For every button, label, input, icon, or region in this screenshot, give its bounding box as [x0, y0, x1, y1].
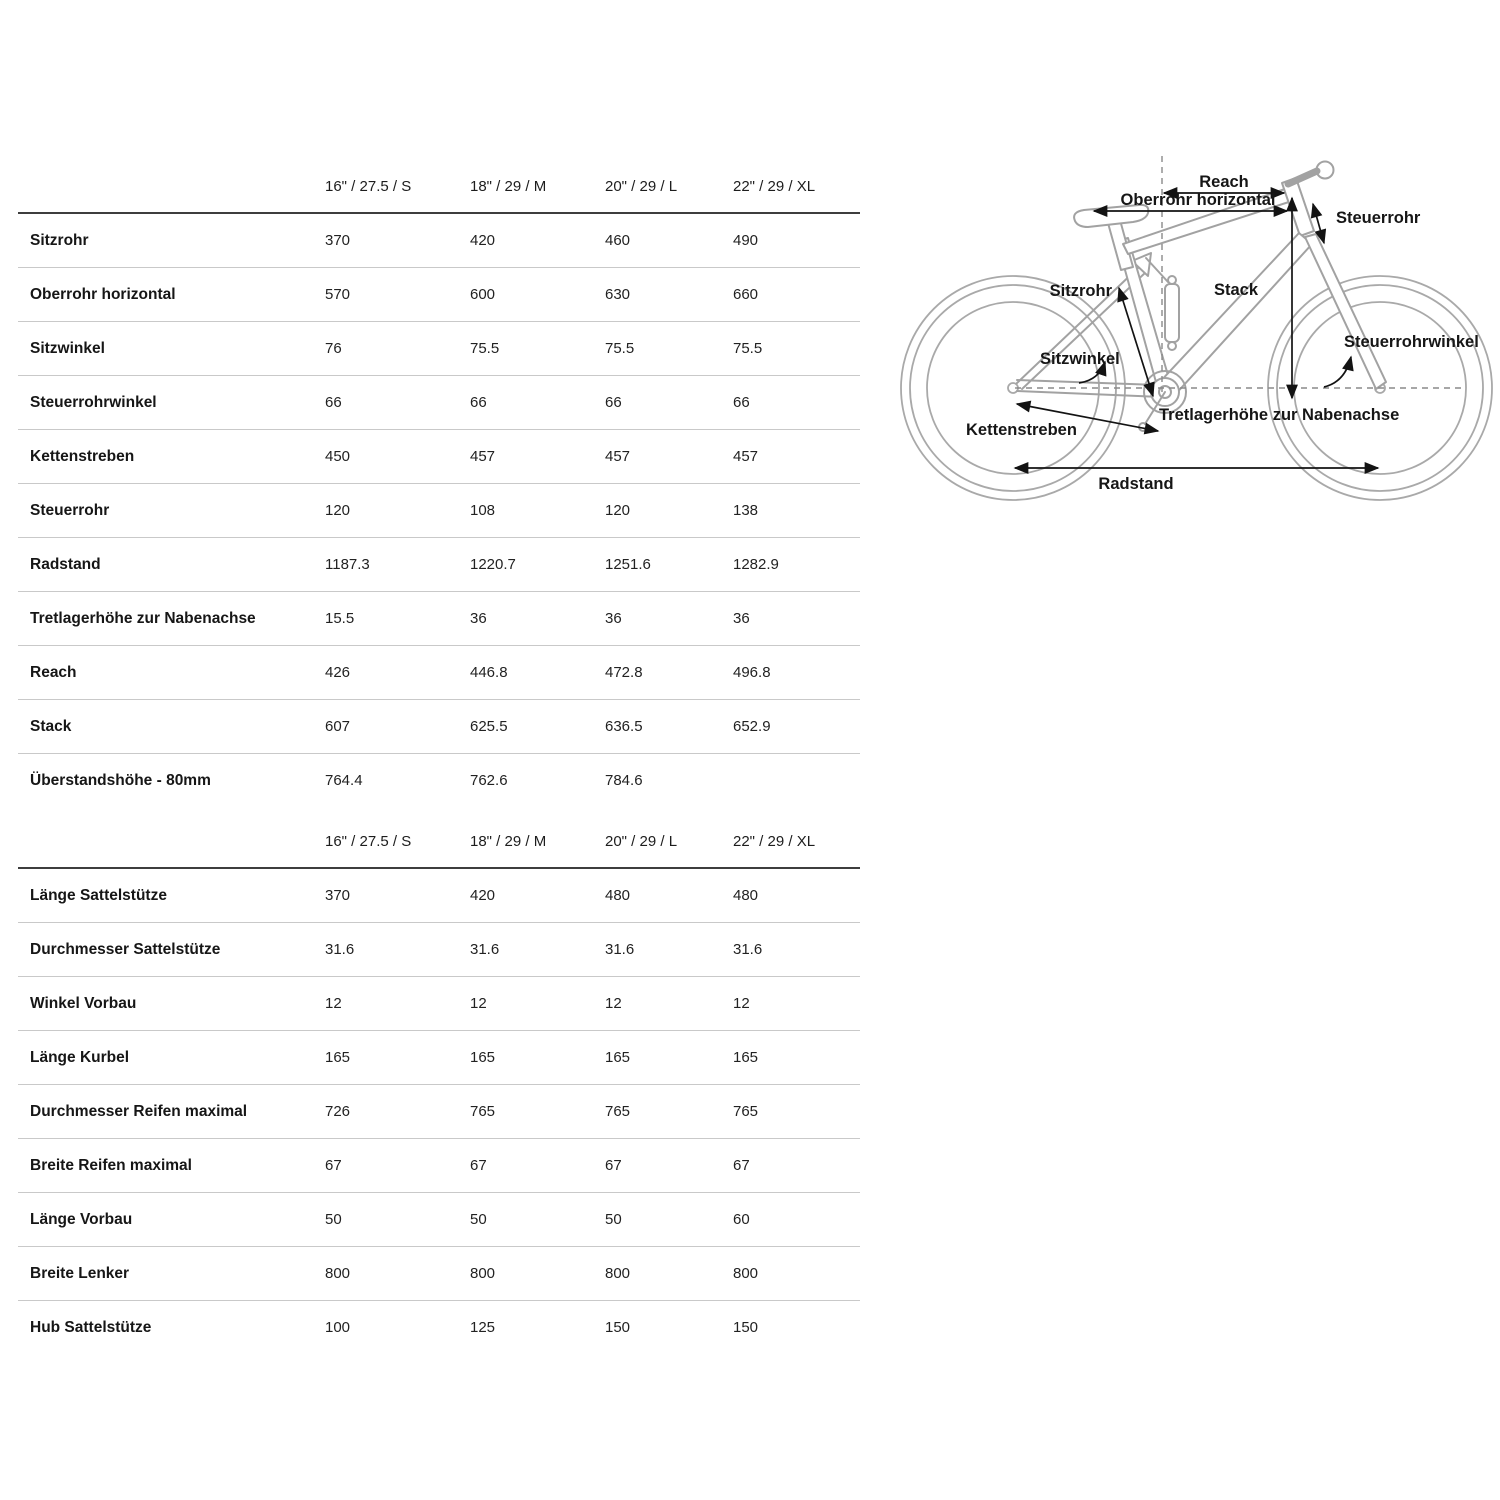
table-row [18, 977, 860, 1031]
table-row [18, 1085, 860, 1139]
tretlager-label: Tretlagerhöhe zur Nabenachse [1159, 406, 1400, 424]
value-cell: 50 [325, 1193, 470, 1247]
value-cell: 108 [470, 484, 605, 538]
size-column-header: 16" / 27.5 / S [325, 815, 470, 868]
row-label: Steuerrohr [18, 484, 325, 538]
value-cell: 1282.9 [733, 538, 860, 592]
table-row [18, 754, 860, 808]
value-cell: 31.6 [470, 923, 605, 977]
size-column-header: 22" / 29 / XL [733, 815, 860, 868]
header-row [18, 160, 860, 213]
value-cell: 625.5 [470, 700, 605, 754]
steuerrohrwinkel-arc [1324, 357, 1351, 387]
header-row [18, 815, 860, 868]
kettenstreben-label: Kettenstreben [966, 421, 1077, 439]
value-cell: 784.6 [605, 754, 733, 808]
value-cell: 67 [325, 1139, 470, 1193]
value-cell: 31.6 [325, 923, 470, 977]
row-label: Kettenstreben [18, 430, 325, 484]
value-cell: 1251.6 [605, 538, 733, 592]
value-cell: 15.5 [325, 592, 470, 646]
value-cell: 426 [325, 646, 470, 700]
value-cell: 764.4 [325, 754, 470, 808]
table-row [18, 268, 860, 322]
value-cell: 66 [470, 376, 605, 430]
value-cell: 36 [470, 592, 605, 646]
value-cell: 31.6 [605, 923, 733, 977]
row-label: Steuerrohrwinkel [18, 376, 325, 430]
value-cell: 75.5 [733, 322, 860, 376]
row-label: Länge Sattelstütze [30, 886, 167, 904]
value-cell: 420 [470, 887, 496, 904]
size-column-header: 18" / 29 / M [470, 160, 605, 213]
value-cell: 636.5 [605, 700, 733, 754]
value-cell: 480 [733, 887, 759, 904]
row-label: Sitzrohr [30, 231, 89, 249]
table-row [18, 1193, 860, 1247]
value-cell: 100 [325, 1301, 470, 1355]
row-label: Breite Lenker [18, 1247, 325, 1301]
value-cell: 457 [733, 430, 860, 484]
value-cell: 765 [733, 1085, 860, 1139]
value-cell: 150 [605, 1301, 733, 1355]
value-cell: 762.6 [470, 754, 605, 808]
table-row [18, 376, 860, 430]
value-cell: 472.8 [605, 646, 733, 700]
rear-wheel [901, 276, 1125, 500]
bike-geometry-diagram [896, 140, 1500, 505]
row-label: Reach [18, 646, 325, 700]
value-cell: 457 [605, 430, 733, 484]
value-cell: 630 [605, 268, 733, 322]
row-label: Durchmesser Sattelstütze [18, 923, 325, 977]
sitzrohr-label: Sitzrohr [1049, 282, 1112, 300]
value-cell: 76 [325, 322, 470, 376]
steuerrohrwinkel-label: Steuerrohrwinkel [1344, 333, 1479, 351]
size-column-header: 18" / 29 / M [470, 815, 605, 868]
value-cell: 67 [605, 1139, 733, 1193]
table-row [18, 322, 860, 376]
value-cell [733, 754, 860, 808]
row-label: Oberrohr horizontal [18, 268, 325, 322]
value-cell: 150 [733, 1301, 860, 1355]
row-label: Sitzwinkel [18, 322, 325, 376]
value-cell: 125 [470, 1301, 605, 1355]
value-cell: 66 [325, 376, 470, 430]
value-cell: 12 [733, 977, 860, 1031]
table-row [18, 1031, 860, 1085]
frame-geometry-header [18, 160, 860, 213]
value-cell: 165 [605, 1031, 733, 1085]
value-cell: 446.8 [470, 646, 605, 700]
row-label: Stack [18, 700, 325, 754]
table-row [18, 1247, 860, 1301]
value-cell: 75.5 [470, 322, 605, 376]
value-cell: 726 [325, 1085, 470, 1139]
row-label: Winkel Vorbau [18, 977, 325, 1031]
value-cell: 120 [605, 484, 733, 538]
size-column-header: 16" / 27.5 / S [325, 160, 470, 213]
stack-label: Stack [1213, 281, 1259, 299]
row-label: Tretlagerhöhe zur Nabenachse [18, 592, 325, 646]
value-cell: 660 [733, 268, 860, 322]
table-row [18, 923, 860, 977]
table-row [18, 700, 860, 754]
value-cell: 36 [733, 592, 860, 646]
oberrohr-label: Oberrohr horizontal [1120, 191, 1276, 209]
value-cell: 12 [325, 977, 470, 1031]
value-cell: 50 [470, 1193, 605, 1247]
value-cell: 66 [733, 376, 860, 430]
frame-geometry-table [18, 160, 860, 807]
value-cell: 490 [733, 232, 759, 249]
value-cell: 165 [325, 1031, 470, 1085]
value-cell: 765 [470, 1085, 605, 1139]
value-cell: 67 [733, 1139, 860, 1193]
value-cell: 67 [470, 1139, 605, 1193]
value-cell: 36 [605, 592, 733, 646]
value-cell: 450 [325, 430, 470, 484]
table-row [18, 213, 860, 268]
table-row [18, 1139, 860, 1193]
row-label: Länge Vorbau [18, 1193, 325, 1247]
value-cell: 370 [325, 232, 351, 249]
value-cell: 800 [733, 1247, 860, 1301]
value-cell: 1187.3 [325, 538, 470, 592]
value-cell: 1220.7 [470, 538, 605, 592]
components-table [18, 815, 860, 1354]
value-cell: 570 [325, 268, 470, 322]
value-cell: 12 [470, 977, 605, 1031]
value-cell: 66 [605, 376, 733, 430]
size-column-header: 20" / 29 / L [605, 160, 733, 213]
value-cell: 138 [733, 484, 860, 538]
value-cell: 765 [605, 1085, 733, 1139]
row-label: Länge Kurbel [18, 1031, 325, 1085]
value-cell: 457 [470, 430, 605, 484]
value-cell: 460 [605, 232, 631, 249]
value-cell: 800 [470, 1247, 605, 1301]
value-cell: 165 [470, 1031, 605, 1085]
row-label: Durchmesser Reifen maximal [18, 1085, 325, 1139]
row-label: Breite Reifen maximal [18, 1139, 325, 1193]
reach-label: Reach [1199, 173, 1249, 191]
geometry-tables [18, 160, 860, 1354]
row-label: Überstandshöhe - 80mm [18, 754, 325, 808]
value-cell: 31.6 [733, 923, 860, 977]
table-row [18, 484, 860, 538]
sitzwinkel-label: Sitzwinkel [1040, 350, 1120, 368]
empty-header-cell [18, 160, 325, 213]
value-cell: 600 [470, 268, 605, 322]
value-cell: 800 [325, 1247, 470, 1301]
table-row [18, 868, 860, 923]
value-cell: 420 [470, 232, 496, 249]
table-row [18, 430, 860, 484]
value-cell: 50 [605, 1193, 733, 1247]
value-cell: 607 [325, 700, 470, 754]
steuerrohr-label: Steuerrohr [1336, 209, 1421, 227]
row-label: Radstand [18, 538, 325, 592]
value-cell: 165 [733, 1031, 860, 1085]
radstand-label: Radstand [1098, 475, 1174, 493]
row-label: Hub Sattelstütze [18, 1301, 325, 1355]
value-cell: 480 [605, 887, 631, 904]
empty-header-cell [18, 815, 325, 868]
size-column-header: 22" / 29 / XL [733, 160, 860, 213]
value-cell: 60 [733, 1193, 860, 1247]
value-cell: 370 [325, 887, 351, 904]
table-row [18, 646, 860, 700]
value-cell: 652.9 [733, 700, 860, 754]
table-row [18, 1301, 860, 1355]
size-column-header: 20" / 29 / L [605, 815, 733, 868]
value-cell: 12 [605, 977, 733, 1031]
value-cell: 496.8 [733, 646, 860, 700]
components-header [18, 815, 860, 868]
table-row [18, 592, 860, 646]
table-row [18, 538, 860, 592]
value-cell: 120 [325, 484, 470, 538]
value-cell: 75.5 [605, 322, 733, 376]
value-cell: 800 [605, 1247, 733, 1301]
